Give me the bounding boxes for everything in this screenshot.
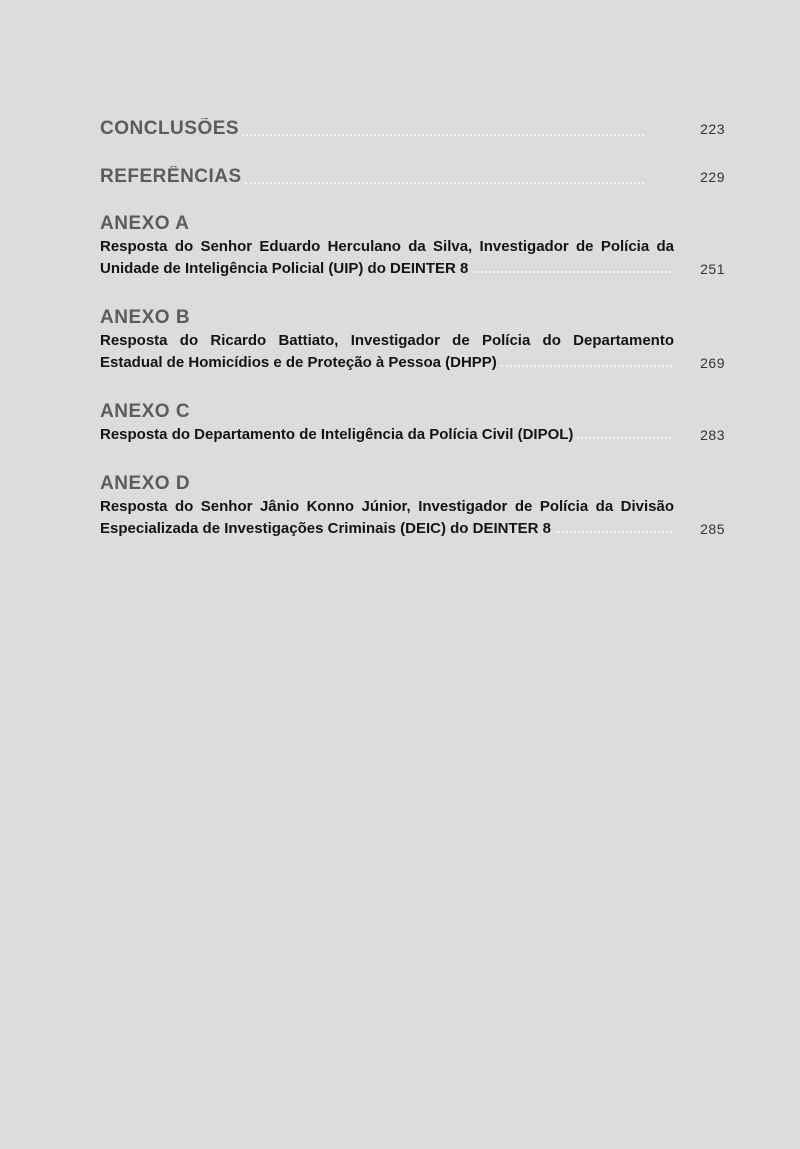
annex-description-text: Resposta do Senhor Eduardo Herculano da Silva, Investigador de Polícia da Unidade de Inteligência Policial (UIP) do DEINTER 8 (100, 238, 674, 277)
dot-leader (501, 365, 672, 367)
annex-label: ANEXO A (100, 213, 190, 234)
annex-description (100, 236, 674, 280)
annex-description (100, 496, 674, 540)
annex-description-text: Resposta do Departamento de Inteligência da Polícia Civil (DIPOL) (100, 426, 574, 443)
toc-entry-page-number: 223 (700, 121, 725, 137)
annex-description-text: Resposta do Ricardo Battiato, Investigador de Polícia do Departamento Estadual de Homicídios e de Proteção à Pessoa (DHPP) (100, 332, 674, 371)
toc-entry-anexo-c[interactable] (100, 400, 725, 446)
toc-entry-title: CONCLUSÕES (100, 118, 240, 139)
annex-page-number: 269 (700, 355, 725, 371)
toc-title-wrap (100, 118, 648, 140)
dot-leader (555, 531, 672, 533)
toc-entry-anexo-d[interactable] (100, 472, 725, 540)
toc-title-wrap (100, 166, 648, 188)
table-of-contents (100, 118, 725, 540)
annex-label: ANEXO B (100, 307, 191, 328)
annex-page-number: 283 (700, 427, 725, 443)
dot-leader (242, 134, 644, 136)
annex-page-number: 285 (700, 521, 725, 537)
toc-entry-line (100, 118, 725, 140)
toc-entry-title: REFERÊNCIAS (100, 166, 242, 187)
annex-body (100, 330, 725, 374)
annex-body (100, 496, 725, 540)
toc-entry-page-number: 229 (700, 169, 725, 185)
annex-body (100, 424, 725, 446)
toc-entry-line (100, 166, 725, 188)
dot-leader (577, 437, 671, 439)
annex-body (100, 236, 725, 280)
annex-label: ANEXO D (100, 473, 191, 494)
annex-description-text: Resposta do Senhor Jânio Konno Júnior, Investigador de Polícia da Divisão Especializada de Investigações Criminais (DEIC) do DEINTER 8 (100, 498, 674, 537)
toc-entry-anexo-a[interactable] (100, 212, 725, 280)
toc-entry-conclusoes[interactable] (100, 118, 725, 140)
annex-description (100, 330, 674, 374)
annex-page-number: 251 (700, 261, 725, 277)
annex-label: ANEXO C (100, 401, 191, 422)
annex-description (100, 424, 674, 446)
toc-entry-referencias[interactable] (100, 166, 725, 188)
dot-leader (472, 271, 671, 273)
dot-leader (245, 182, 644, 184)
toc-entry-anexo-b[interactable] (100, 306, 725, 374)
